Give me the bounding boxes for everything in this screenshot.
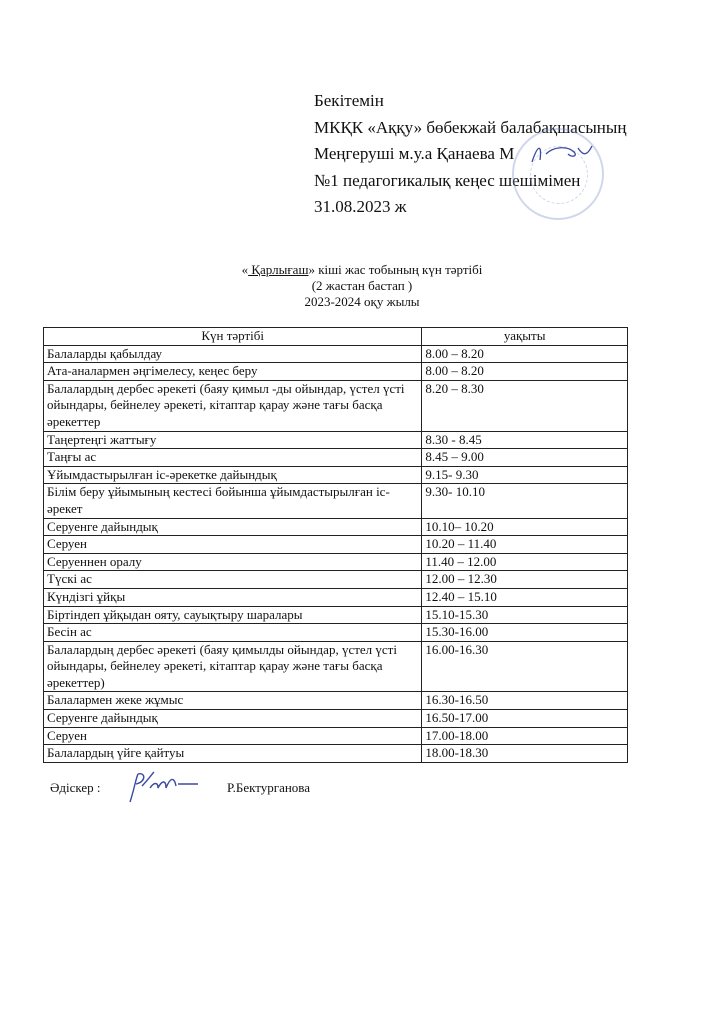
time-cell: 8.30 - 8.45 — [422, 431, 628, 449]
activity-cell: Бесін ас — [44, 624, 422, 642]
table-row — [44, 449, 628, 467]
activity-cell: Серуенге дайындық — [44, 518, 422, 536]
header-time: уақыты — [422, 328, 628, 346]
methodologist-signature-icon — [122, 770, 202, 806]
activity-cell: Балалардың дербес әрекеті (баяу қимыл -ды ойындар, үстел үсті ойындары, бейнелеу әрекеті, кітаптар қарау және тағы басқа әрекеттер — [44, 380, 422, 431]
activity-cell: Біртіндеп ұйқыдан ояту, сауықтыру шаралары — [44, 606, 422, 624]
time-cell: 9.30- 10.10 — [422, 484, 628, 518]
schedule-table — [43, 327, 628, 763]
activity-cell: Күндізгі ұйқы — [44, 588, 422, 606]
time-cell: 17.00-18.00 — [422, 727, 628, 745]
time-cell: 12.00 – 12.30 — [422, 571, 628, 589]
time-cell: 15.30-16.00 — [422, 624, 628, 642]
time-cell: 10.20 – 11.40 — [422, 536, 628, 554]
activity-cell: Балалардың дербес әрекеті (баяу қимылды ойындар, үстел үсті ойындары, бейнелеу әрекеті, кітаптар қарау және тағы басқа әрекеттер) — [44, 641, 422, 692]
time-cell: 9.15- 9.30 — [422, 466, 628, 484]
table-row — [44, 553, 628, 571]
approval-line-head: Меңгеруші м.у.а Қанаева М — [314, 144, 515, 163]
group-name: Қарлығаш — [248, 262, 309, 277]
table-row — [44, 380, 628, 431]
activity-cell: Серуен — [44, 536, 422, 554]
activity-cell: Білім беру ұйымының кестесі бойынша ұйымдастырылған іс-әрекет — [44, 484, 422, 518]
table-row — [44, 466, 628, 484]
table-row — [44, 692, 628, 710]
title-subtitle: (2 жастан бастап ) — [311, 278, 413, 293]
table-row — [44, 606, 628, 624]
table-row — [44, 536, 628, 554]
table-row — [44, 745, 628, 763]
activity-cell: Ұйымдастырылған іс-әрекетке дайындық — [44, 466, 422, 484]
signer-name: Р.Бектурганова — [227, 780, 311, 795]
title-year: 2023-2024 оқу жылы — [304, 294, 420, 309]
activity-cell: Таңертеңгі жаттығу — [44, 431, 422, 449]
table-row — [44, 727, 628, 745]
signer-role: Әдіскер : — [50, 780, 101, 795]
activity-cell: Түскі ас — [44, 571, 422, 589]
table-row — [44, 431, 628, 449]
activity-cell: Балаларды қабылдау — [44, 345, 422, 363]
approval-line-org: МКҚК «Аққу» бөбекжай балабақшасының — [314, 117, 627, 137]
approval-line-approve: Бекітемін — [314, 91, 384, 110]
title-line — [0, 262, 724, 278]
activity-cell: Серуенге дайындық — [44, 710, 422, 728]
time-cell: 16.00-16.30 — [422, 641, 628, 692]
table-row — [44, 710, 628, 728]
table-row — [44, 624, 628, 642]
table-row — [44, 363, 628, 381]
time-cell: 11.40 – 12.00 — [422, 553, 628, 571]
title-quote-open: « — [241, 262, 249, 277]
time-cell: 8.45 – 9.00 — [422, 449, 628, 467]
activity-cell: Балалармен жеке жұмыс — [44, 692, 422, 710]
table-row — [44, 345, 628, 363]
time-cell: 12.40 – 15.10 — [422, 588, 628, 606]
activity-cell: Балалардың үйге қайтуы — [44, 745, 422, 763]
time-cell: 10.10– 10.20 — [422, 518, 628, 536]
time-cell: 16.50-17.00 — [422, 710, 628, 728]
time-cell: 16.30-16.50 — [422, 692, 628, 710]
table-row — [44, 484, 628, 518]
director-signature-icon — [528, 140, 598, 170]
document-title — [0, 262, 724, 310]
table-row — [44, 641, 628, 692]
header-activity: Күн тәртібі — [44, 328, 422, 346]
time-cell: 8.00 – 8.20 — [422, 363, 628, 381]
activity-cell: Серуен — [44, 727, 422, 745]
table-header-row — [44, 328, 628, 346]
approval-line-council: №1 педагогикалық кеңес шешімімен — [314, 170, 581, 190]
title-rest: » кіші жас тобының күн тәртібі — [308, 262, 483, 277]
table-row — [44, 571, 628, 589]
time-cell: 8.00 – 8.20 — [422, 345, 628, 363]
activity-cell: Серуеннен оралу — [44, 553, 422, 571]
activity-cell: Таңғы ас — [44, 449, 422, 467]
time-cell: 8.20 – 8.30 — [422, 380, 628, 431]
time-cell: 18.00-18.30 — [422, 745, 628, 763]
activity-cell: Ата-аналармен әңгімелесу, кеңес беру — [44, 363, 422, 381]
table-row — [44, 588, 628, 606]
time-cell: 15.10-15.30 — [422, 606, 628, 624]
table-row — [44, 518, 628, 536]
approval-line-date: 31.08.2023 ж — [314, 197, 407, 216]
